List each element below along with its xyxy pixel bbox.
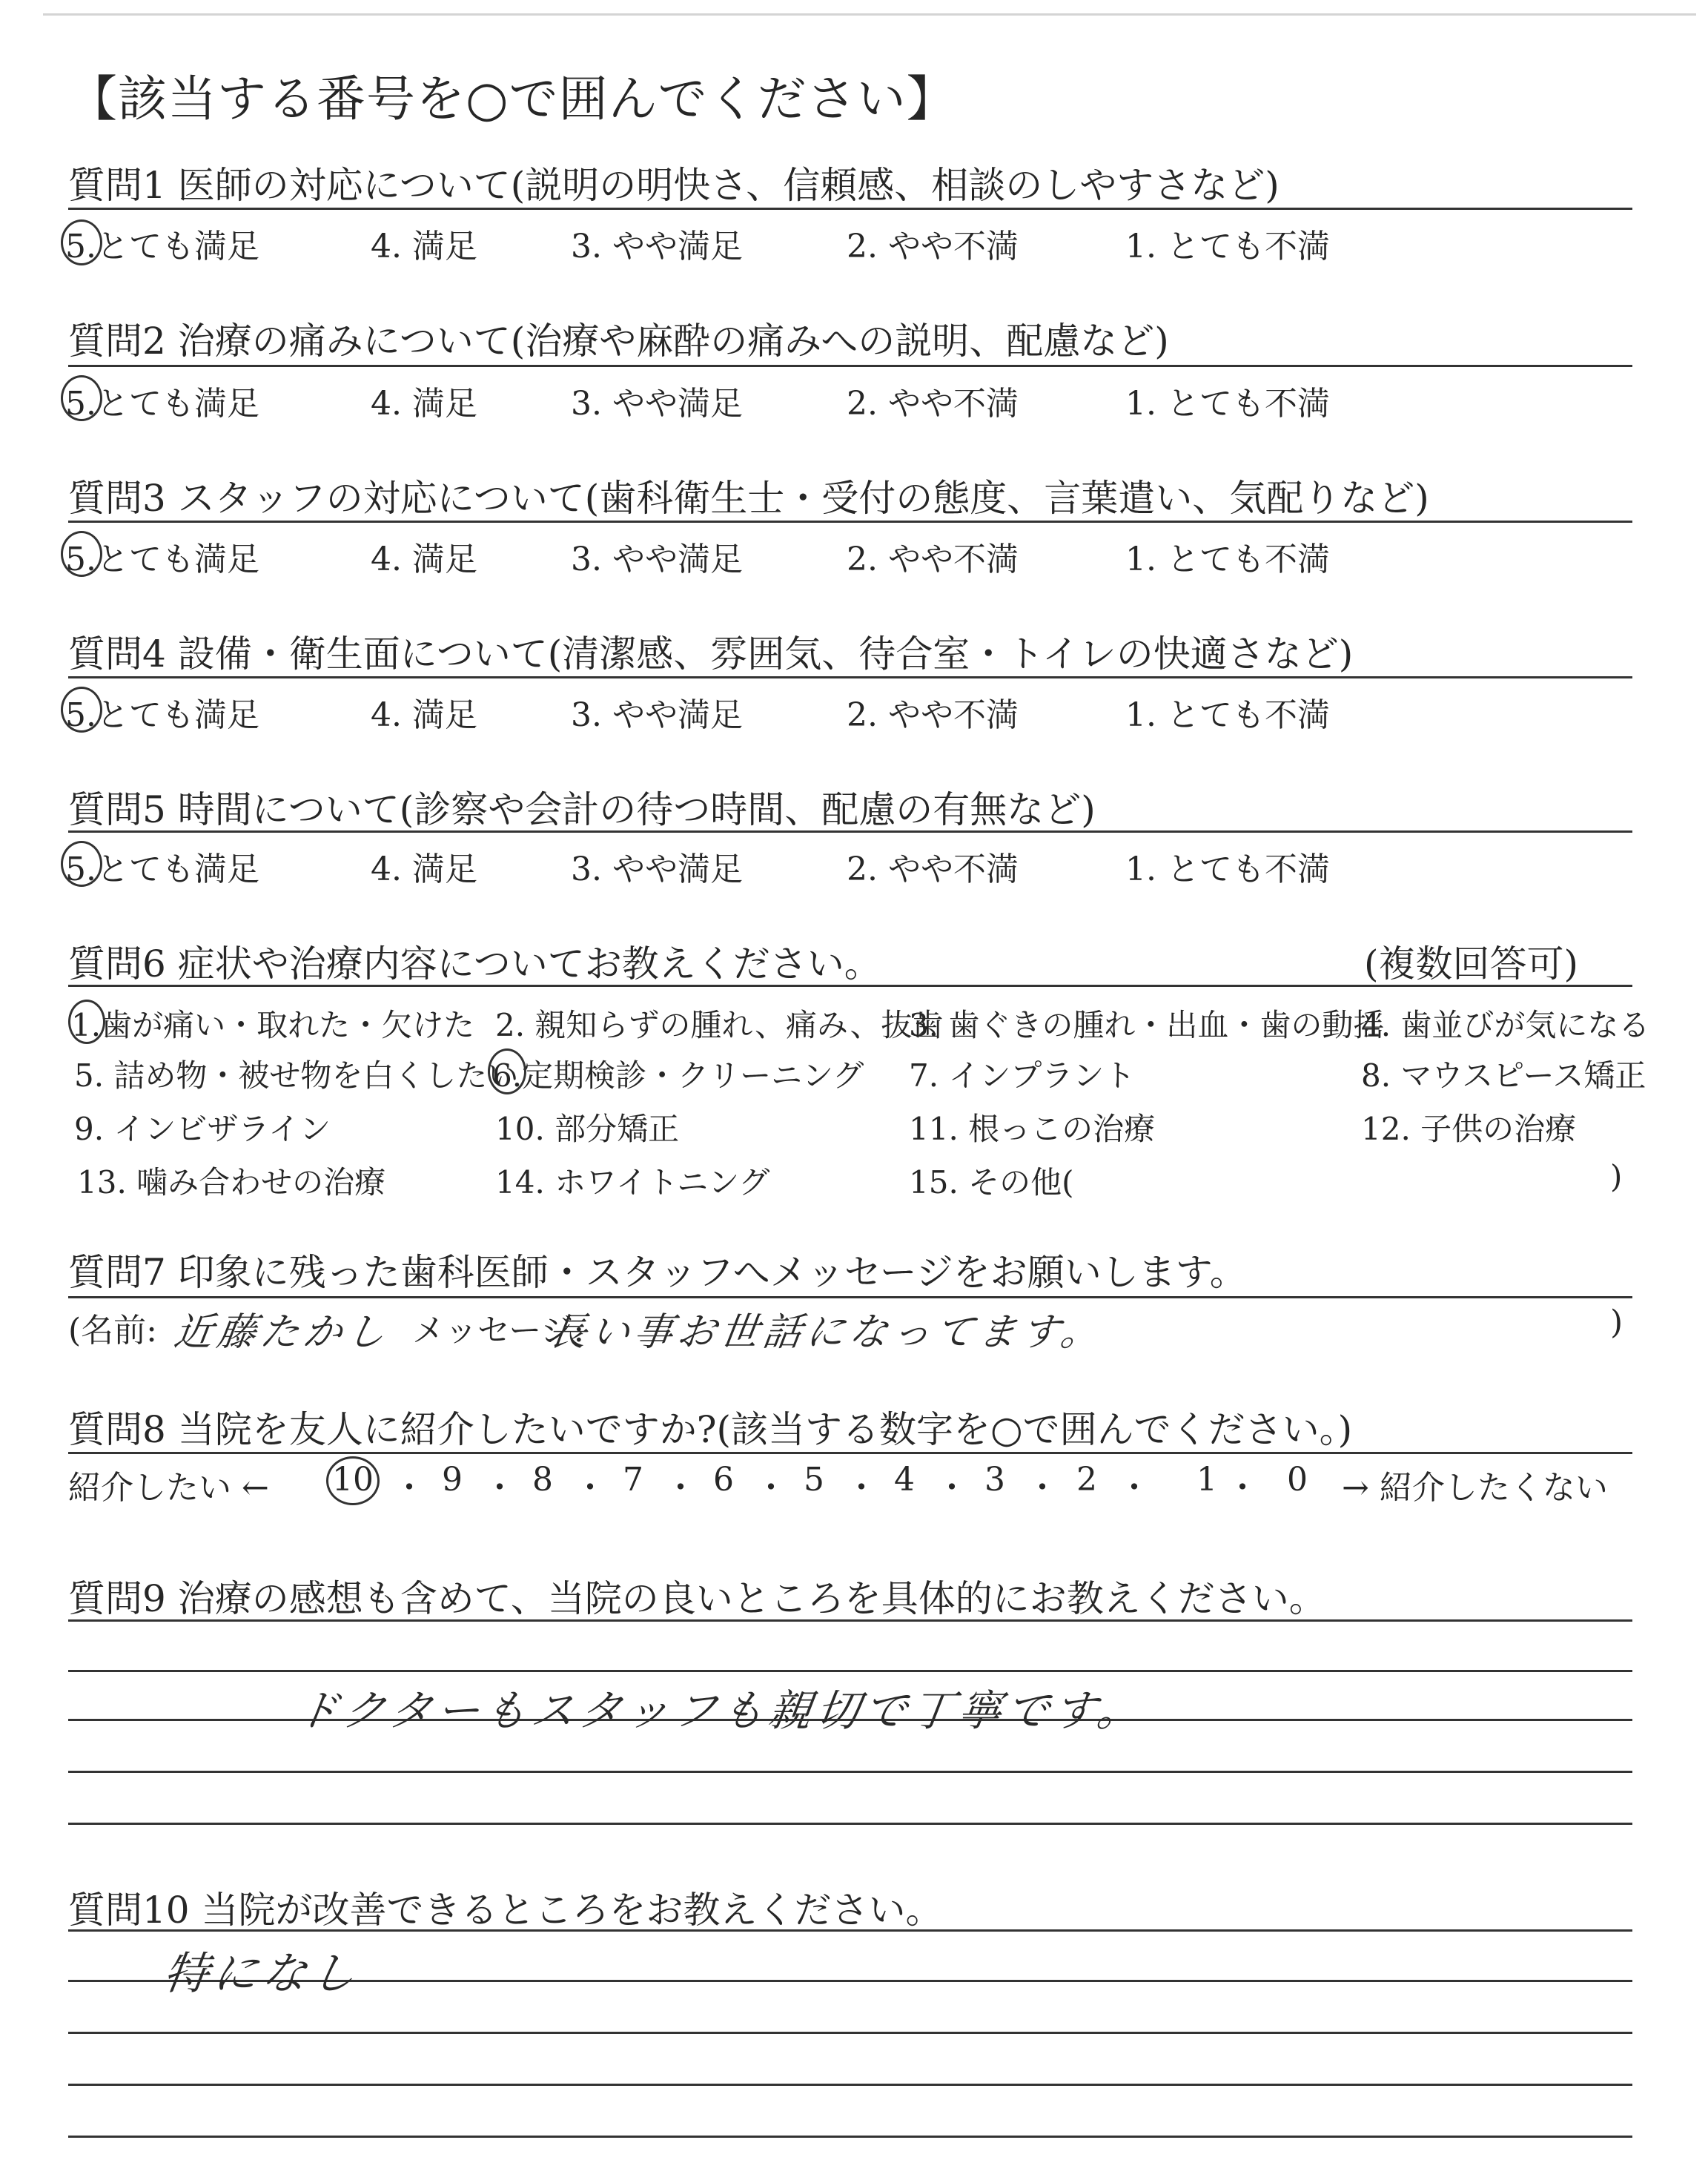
q9-answer-line	[68, 1771, 1632, 1773]
question-7-title: 質問7 印象に残った歯科医師・スタッフへメッセージをお願いします。	[68, 1251, 1247, 1294]
q7-message-value[interactable]: 長い事お世話になってます。	[545, 1310, 1108, 1355]
q8-selection-circle	[326, 1456, 380, 1505]
q6-option-4[interactable]: 4. 歯並びが気になる	[1361, 1007, 1650, 1043]
question-2-rule	[68, 365, 1632, 367]
q8-dot: ・	[845, 1469, 878, 1507]
q2-option-5[interactable]: 5.とても満足	[65, 385, 259, 423]
q4-option-2[interactable]: 2. やや不満	[847, 696, 1019, 734]
q4-option-1[interactable]: 1. とても不満	[1125, 696, 1330, 734]
q3-option-1[interactable]: 1. とても不満	[1125, 541, 1330, 578]
q7-close-paren: )	[1610, 1304, 1623, 1341]
q8-dot: ・	[1226, 1469, 1259, 1507]
q8-scale-1[interactable]: 1	[1196, 1461, 1217, 1499]
question-8-title: 質問8 当院を友人に紹介したいですか?(該当する数字を○で囲んでください。)	[68, 1408, 1353, 1451]
q5-option-4[interactable]: 4. 満足	[371, 851, 477, 888]
q5-option-1[interactable]: 1. とても不満	[1125, 851, 1330, 888]
question-3-rule	[68, 521, 1632, 523]
q6-option-2[interactable]: 2. 親知らずの腫れ、痛み、抜歯	[495, 1007, 944, 1043]
q8-scale-2[interactable]: 2	[1076, 1461, 1097, 1499]
q8-dot: ・	[1118, 1469, 1151, 1507]
q8-dot: ・	[1026, 1469, 1059, 1507]
q6-option-14[interactable]: 14. ホワイトニング	[495, 1164, 770, 1200]
q6-option-15-close: )	[1610, 1158, 1623, 1195]
q4-option-5[interactable]: 5.とても満足	[65, 696, 259, 734]
q8-scale-6[interactable]: 6	[713, 1461, 734, 1499]
question-6-note: (複数回答可)	[1364, 942, 1579, 985]
q8-dot: ・	[574, 1469, 606, 1507]
question-4-title: 質問4 設備・衛生面について(清潔感、雰囲気、待合室・トイレの快適さなど)	[68, 633, 1354, 676]
q10-answer-line	[68, 2032, 1632, 2034]
q3-option-5[interactable]: 5.とても満足	[65, 541, 259, 578]
q5-option-5[interactable]: 5.とても満足	[65, 851, 259, 888]
question-2-title: 質問2 治療の痛みについて(治療や麻酔の痛みへの説明、配慮など)	[68, 320, 1169, 363]
q10-answer-line	[68, 2136, 1632, 2138]
q6-option-6[interactable]: 6.定期検診・クリーニング	[492, 1057, 864, 1094]
q10-answer-line	[68, 1929, 1632, 1932]
question-5-rule	[68, 830, 1632, 833]
q1-selection-circle	[61, 219, 102, 265]
q9-answer-line	[68, 1619, 1632, 1622]
q6-option-15-other[interactable]: 15. その他(	[909, 1164, 1074, 1200]
question-6-title: 質問6 症状や治療内容についてお教えください。	[68, 942, 881, 985]
q3-option-4[interactable]: 4. 満足	[371, 541, 477, 578]
q2-option-1[interactable]: 1. とても不満	[1125, 385, 1330, 423]
q6-selection-circle-1	[68, 1000, 105, 1044]
q8-scale-10[interactable]: 10	[332, 1461, 374, 1499]
q2-option-3[interactable]: 3. やや満足	[571, 385, 743, 423]
top-rule	[43, 13, 1696, 16]
q4-selection-circle	[61, 687, 102, 733]
question-7-rule	[68, 1296, 1632, 1298]
q4-option-3[interactable]: 3. やや満足	[571, 696, 743, 734]
q9-answer-text[interactable]: ドクターもスタッフも親切で丁寧です。	[292, 1685, 1149, 1736]
q1-option-1[interactable]: 1. とても不満	[1125, 228, 1330, 265]
q8-scale-8[interactable]: 8	[532, 1461, 553, 1499]
q6-option-10[interactable]: 10. 部分矯正	[495, 1111, 680, 1147]
q2-option-4[interactable]: 4. 満足	[371, 385, 477, 423]
q6-selection-circle-6	[488, 1048, 526, 1094]
q7-message-label: メッセージ:	[412, 1312, 585, 1350]
q10-answer-line	[68, 2084, 1632, 2086]
q8-dot: ・	[755, 1469, 787, 1507]
question-1-title: 質問1 医師の対応について(説明の明快さ、信頼感、相談のしやすさなど)	[68, 164, 1280, 207]
q8-scale-7[interactable]: 7	[623, 1461, 643, 1499]
q6-option-1[interactable]: 1.歯が痛い・取れた・欠けた	[71, 1007, 475, 1043]
q6-option-9[interactable]: 9. インビザライン	[74, 1111, 331, 1147]
q4-option-4[interactable]: 4. 満足	[371, 696, 477, 734]
q2-option-2[interactable]: 2. やや不満	[847, 385, 1019, 423]
q8-right-label: → 紹介したくない	[1342, 1469, 1608, 1507]
q8-dot: ・	[483, 1469, 516, 1507]
q1-option-5[interactable]: 5.とても満足	[65, 228, 259, 265]
question-8-rule	[68, 1452, 1632, 1454]
q6-option-7[interactable]: 7. インプラント	[909, 1057, 1136, 1094]
q8-scale-5[interactable]: 5	[804, 1461, 824, 1499]
q5-option-2[interactable]: 2. やや不満	[847, 851, 1019, 888]
q2-selection-circle	[61, 375, 102, 421]
question-1-rule	[68, 208, 1632, 210]
question-9-title: 質問9 治療の感想も含めて、当院の良いところを具体的にお教えください。	[68, 1577, 1326, 1620]
q1-option-3[interactable]: 3. やや満足	[571, 228, 743, 265]
q8-scale-3[interactable]: 3	[984, 1461, 1005, 1499]
q6-option-12[interactable]: 12. 子供の治療	[1361, 1111, 1577, 1147]
question-3-title: 質問3 スタッフの対応について(歯科衛生士・受付の態度、言葉遣い、気配りなど)	[68, 477, 1429, 520]
q5-option-3[interactable]: 3. やや満足	[571, 851, 743, 888]
question-4-rule	[68, 676, 1632, 678]
q6-option-13[interactable]: 13. 噛み合わせの治療	[77, 1164, 386, 1200]
q8-dot: ・	[936, 1469, 968, 1507]
q3-option-3[interactable]: 3. やや満足	[571, 541, 743, 578]
q9-answer-line	[68, 1823, 1632, 1825]
q9-answer-line	[68, 1670, 1632, 1672]
q8-scale-4[interactable]: 4	[894, 1461, 915, 1499]
form-header: 【該当する番号を○で囲んでください】	[68, 70, 956, 128]
q3-option-2[interactable]: 2. やや不満	[847, 541, 1019, 578]
q3-selection-circle	[61, 531, 102, 577]
q10-answer-text[interactable]: 特になし	[160, 1948, 364, 2000]
question-6-rule	[68, 985, 1632, 987]
q6-option-11[interactable]: 11. 根っこの治療	[909, 1111, 1156, 1147]
q5-selection-circle	[61, 841, 102, 887]
q6-option-5[interactable]: 5. 詰め物・被せ物を白くしたい	[74, 1057, 519, 1094]
q6-option-8[interactable]: 8. マウスピース矯正	[1361, 1057, 1646, 1094]
q1-option-4[interactable]: 4. 満足	[371, 228, 477, 265]
q8-left-label: 紹介したい ←	[68, 1469, 269, 1507]
q7-name-label: (名前:	[68, 1312, 157, 1350]
q7-name-value[interactable]: 近藤たかし	[171, 1310, 393, 1355]
question-10-title: 質問10 当院が改善できるところをお教えください。	[68, 1889, 943, 1932]
q6-option-3[interactable]: 3. 歯ぐきの腫れ・出血・歯の動揺	[909, 1007, 1385, 1043]
q8-dot: ・	[664, 1469, 697, 1507]
q8-dot: ・	[393, 1469, 426, 1507]
question-5-title: 質問5 時間について(診察や会計の待つ時間、配慮の有無など)	[68, 788, 1096, 831]
q8-scale-9[interactable]: 9	[442, 1461, 463, 1499]
q8-scale-0[interactable]: 0	[1287, 1461, 1308, 1499]
q1-option-2[interactable]: 2. やや不満	[847, 228, 1019, 265]
